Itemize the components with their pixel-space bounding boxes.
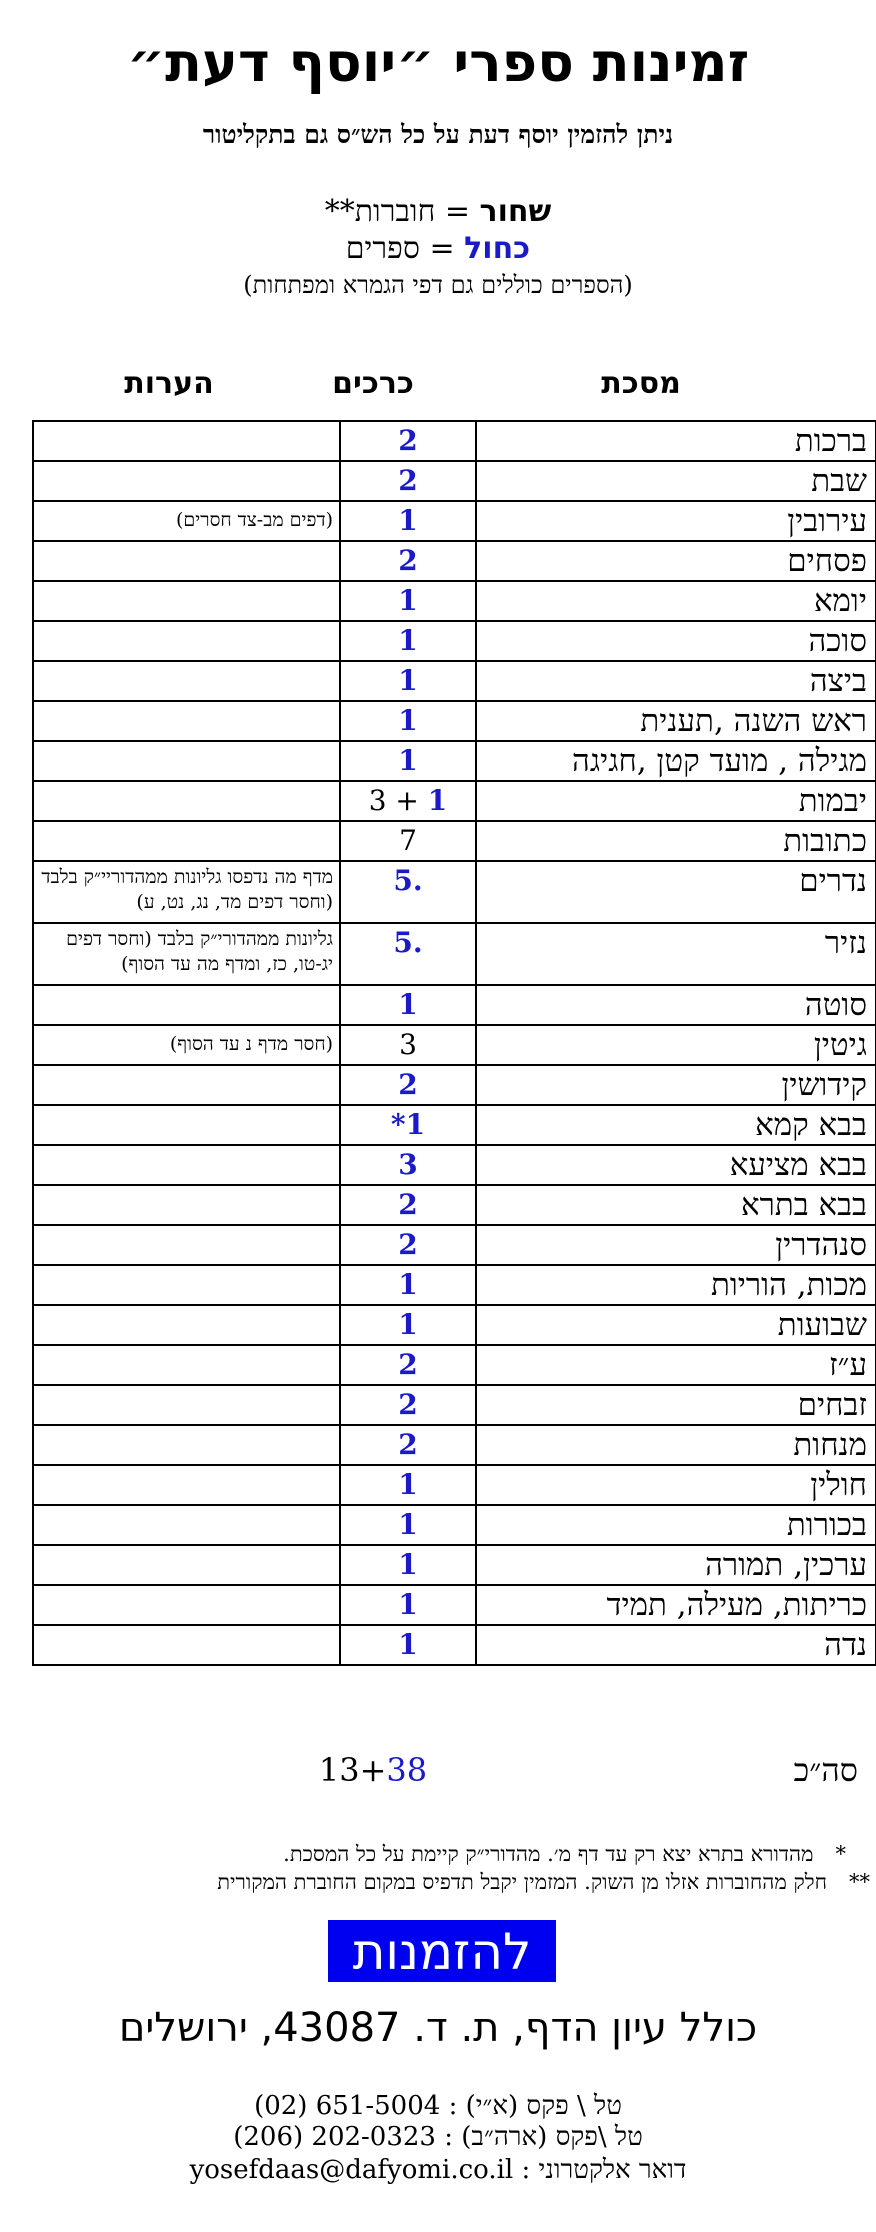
tractate-cell: בבא מציעא	[476, 1145, 876, 1185]
total-label: סה״כ	[793, 1751, 858, 1789]
contact-email	[0, 2154, 876, 2186]
tractate-cell: שבת	[476, 461, 876, 501]
table-row	[33, 985, 876, 1025]
table-row	[33, 1185, 876, 1225]
table-row	[33, 1345, 876, 1385]
notes-cell	[33, 1465, 340, 1505]
tractate-cell: מגילה , מועד קטן ,חגיגה	[476, 741, 876, 781]
notes-cell	[33, 741, 340, 781]
table-row	[33, 1145, 876, 1185]
column-header-volumes: כרכים	[332, 366, 414, 401]
tractate-cell: פסחים	[476, 541, 876, 581]
tractate-cell: סוכה	[476, 621, 876, 661]
table-row	[33, 421, 876, 461]
notes-cell	[33, 1305, 340, 1345]
volume-count-cell: 1	[340, 701, 476, 741]
footnote-1-mark: *	[835, 1842, 846, 1866]
notes-cell	[33, 1265, 340, 1305]
tractate-cell: גיטין	[476, 1025, 876, 1065]
legend-black-word: שחור	[479, 194, 552, 229]
volume-count-cell: 1	[340, 661, 476, 701]
tractate-cell: שבועות	[476, 1305, 876, 1345]
notes-cell	[33, 461, 340, 501]
notes-cell	[33, 1625, 340, 1665]
volume-count-cell: 1	[340, 1625, 476, 1665]
legend-black	[0, 193, 876, 231]
volume-count-cell: 1	[340, 1465, 476, 1505]
volume-count-booklets: 3	[368, 784, 387, 817]
table-row	[33, 1545, 876, 1585]
contact-us-phone	[0, 2121, 876, 2153]
volume-count-cell: 7	[340, 821, 476, 861]
table-row	[33, 1625, 876, 1665]
volume-count-cell: 2	[340, 461, 476, 501]
table-row	[33, 541, 876, 581]
footnote-2-mark: **	[849, 1870, 870, 1894]
legend-note: (הספרים כוללים גם דפי הגמרא ומפתחות)	[243, 271, 633, 299]
footnote-2-text: חלק מהחוברות אזלו מן השוק. המזמין יקבל תדפיס במקום החוברת המקורית	[217, 1870, 827, 1894]
volume-count-cell	[340, 781, 476, 821]
tractate-cell: ביצה	[476, 661, 876, 701]
contact-phone-number[interactable]: (02) 651-5004	[254, 2091, 441, 2121]
notes-cell	[33, 661, 340, 701]
availability-table	[32, 420, 876, 1666]
plus-sign: +	[386, 784, 428, 817]
tractate-cell: יבמות	[476, 781, 876, 821]
volume-count-cell: 1	[340, 1545, 476, 1585]
contact-email-link[interactable]: yosefdaas@dafyomi.co.il	[189, 2155, 514, 2185]
volume-count-cell: 1	[340, 1265, 476, 1305]
volume-count-cell: 3	[340, 1145, 476, 1185]
notes-cell: מדף מה נדפסו גליונות ממהדוריי״ק בלבד (וחסר דפים מד, נג, נט, ע)	[33, 861, 340, 923]
table-row	[33, 501, 876, 541]
table-row	[33, 923, 876, 985]
tractate-cell: מכות, הוריות	[476, 1265, 876, 1305]
notes-cell	[33, 581, 340, 621]
table-row	[33, 1505, 876, 1545]
footnote-1-text: מהדורא בתרא יצא רק עד דף מ׳. מהדורי״ק קיימת על כל המסכת.	[283, 1842, 814, 1866]
table-row	[33, 661, 876, 701]
volume-count-cell: 2	[340, 1225, 476, 1265]
legend-black-meaning: = חוברות**	[324, 194, 480, 229]
tractate-cell: זבחים	[476, 1385, 876, 1425]
volume-count-cell: 1	[340, 621, 476, 661]
table-row	[33, 461, 876, 501]
total-black: 13	[318, 1751, 360, 1789]
tractate-cell: כתובות	[476, 821, 876, 861]
notes-cell	[33, 1145, 340, 1185]
notes-cell	[33, 1185, 340, 1225]
volume-count-cell: 1	[340, 741, 476, 781]
tractate-cell: ברכות	[476, 421, 876, 461]
notes-cell	[33, 701, 340, 741]
order-button[interactable]: להזמנות	[328, 1920, 556, 1982]
volume-count-cell: 2	[340, 1345, 476, 1385]
tractate-cell: חולין	[476, 1465, 876, 1505]
tractate-cell: מנחות	[476, 1425, 876, 1465]
table-body	[33, 421, 876, 1665]
volume-count-cell: 2	[340, 1065, 476, 1105]
table-row	[33, 1305, 876, 1345]
table-row	[33, 1225, 876, 1265]
table-row	[33, 1385, 876, 1425]
notes-cell	[33, 1385, 340, 1425]
tractate-cell: ע״ז	[476, 1345, 876, 1385]
table-row	[33, 621, 876, 661]
tractate-cell: ראש השנה ,תענית	[476, 701, 876, 741]
notes-cell	[33, 1425, 340, 1465]
tractate-cell: נדרים	[476, 861, 876, 923]
table-row	[33, 701, 876, 741]
table-row	[33, 1425, 876, 1465]
volume-count-cell: .5	[340, 861, 476, 923]
table-row	[33, 1025, 876, 1065]
tractate-cell: עירובין	[476, 501, 876, 541]
volume-count-cell: 2	[340, 541, 476, 581]
tractate-cell: בבא קמא	[476, 1105, 876, 1145]
table-row	[33, 1265, 876, 1305]
tractate-cell: סנהדרין	[476, 1225, 876, 1265]
column-header-tractate: מסכת	[601, 366, 681, 401]
table-row	[33, 821, 876, 861]
contact-us-phone-label: טל \פקס (ארה״ב) :	[444, 2122, 643, 2152]
notes-cell	[33, 1105, 340, 1145]
table-row	[33, 1585, 876, 1625]
volume-count-cell: 1*	[340, 1105, 476, 1145]
volume-count-cell: 1	[340, 1585, 476, 1625]
contact-us-phone-number[interactable]: (206) 202-0323	[233, 2122, 436, 2152]
table-row	[33, 861, 876, 923]
table-row	[33, 741, 876, 781]
contact-phone	[0, 2090, 876, 2122]
tractate-cell: יומא	[476, 581, 876, 621]
footnote-2	[217, 1868, 870, 1896]
volume-count-cell: 2	[340, 421, 476, 461]
volume-count-cell: 2	[340, 1185, 476, 1225]
notes-cell	[33, 985, 340, 1025]
notes-cell	[33, 1345, 340, 1385]
volume-count-cell: 2	[340, 1385, 476, 1425]
legend-blue-word: כחול	[464, 231, 531, 266]
volume-count-cell: 1	[340, 501, 476, 541]
footnote-1	[283, 1840, 846, 1868]
volume-count-cell: 1	[340, 985, 476, 1025]
total-blue: 38	[386, 1751, 428, 1789]
tractate-cell: נדה	[476, 1625, 876, 1665]
volume-count-cell: 1	[340, 581, 476, 621]
notes-cell: גליונות ממהדורי״ק בלבד (וחסר דפים יג-טו, כז, ומדף מה עד הסוף)	[33, 923, 340, 985]
notes-cell: (דפים מב-צד חסרים)	[33, 501, 340, 541]
notes-cell	[33, 541, 340, 581]
notes-cell	[33, 1545, 340, 1585]
volume-count-cell: 3	[340, 1025, 476, 1065]
table-row	[33, 1465, 876, 1505]
table-row	[33, 1065, 876, 1105]
tractate-cell: נזיר	[476, 923, 876, 985]
notes-cell	[33, 1065, 340, 1105]
tractate-cell: בבא בתרא	[476, 1185, 876, 1225]
notes-cell	[33, 1225, 340, 1265]
table-row	[33, 581, 876, 621]
tractate-cell: כריתות, מעילה, תמיד	[476, 1585, 876, 1625]
volume-count-cell: .5	[340, 923, 476, 985]
tractate-cell: סוטה	[476, 985, 876, 1025]
volume-count-cell: 1	[340, 1505, 476, 1545]
column-header-notes: הערות	[124, 366, 214, 401]
tractate-cell: בכורות	[476, 1505, 876, 1545]
notes-cell	[33, 781, 340, 821]
page-subtitle: ניתן להזמין יוסף דעת על כל הש״ס גם בתקליטור	[202, 120, 674, 149]
tractate-cell: ערכין, תמורה	[476, 1545, 876, 1585]
legend-blue-meaning: = ספרים	[345, 231, 465, 266]
volume-count-books: 1	[427, 784, 448, 817]
notes-cell	[33, 421, 340, 461]
notes-cell	[33, 1585, 340, 1625]
tractate-cell: קידושין	[476, 1065, 876, 1105]
legend-blue	[0, 230, 876, 268]
table-row	[33, 781, 876, 821]
total-value: 13+38	[318, 1751, 428, 1789]
volume-count-cell: 1	[340, 1305, 476, 1345]
table-row	[33, 1105, 876, 1145]
notes-cell	[33, 821, 340, 861]
volume-count-cell: 2	[340, 1425, 476, 1465]
contact-email-label: דואר אלקטרוני :	[521, 2155, 687, 2185]
postal-address: כולל עיון הדף, ת. ד. 43087, ירושלים	[118, 2005, 758, 2051]
notes-cell	[33, 1505, 340, 1545]
notes-cell: (חסר מדף נ עד הסוף)	[33, 1025, 340, 1065]
contact-phone-label: טל \ פקס (א״י) :	[448, 2091, 622, 2121]
page-title: זמינות ספרי ״יוסף דעת״	[126, 31, 750, 94]
notes-cell	[33, 621, 340, 661]
